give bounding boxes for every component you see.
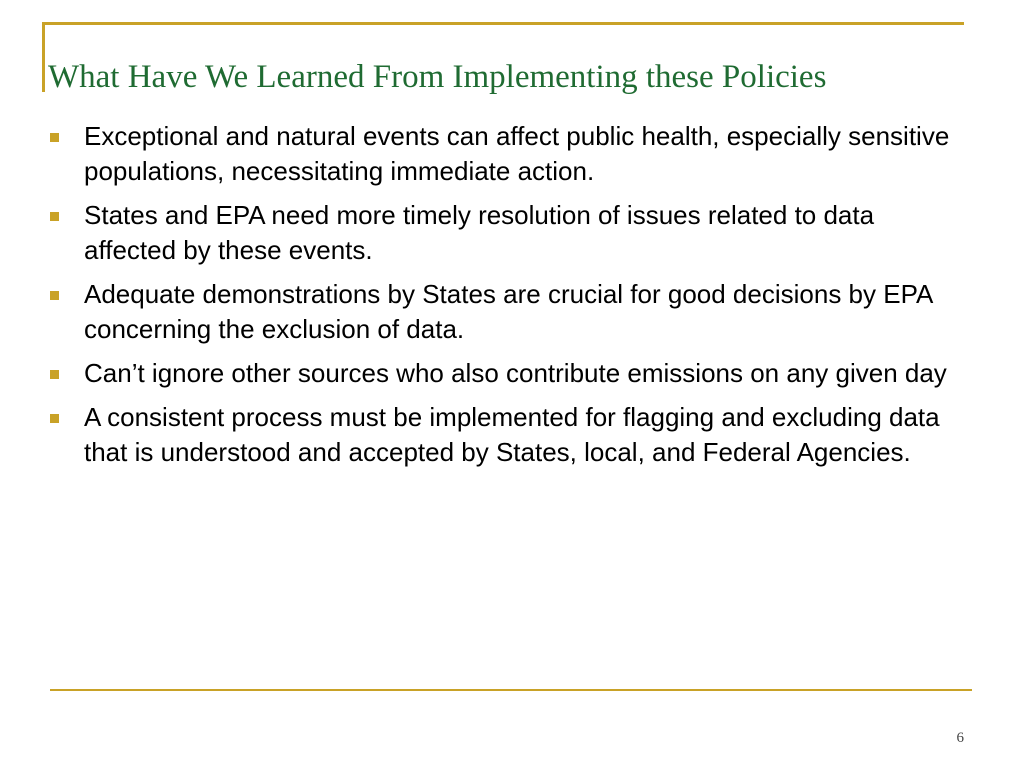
bullet-text: Can’t ignore other sources who also contribute emissions on any given day <box>84 358 947 388</box>
title-frame-left-rule <box>42 22 45 92</box>
slide-title: What Have We Learned From Implementing these Policies <box>48 59 827 95</box>
square-bullet-icon <box>50 212 59 221</box>
title-frame-top-rule <box>42 22 964 25</box>
square-bullet-icon <box>50 414 59 423</box>
bullet-list <box>48 119 968 479</box>
square-bullet-icon <box>50 291 59 300</box>
bullet-item <box>48 400 968 470</box>
bullet-text: States and EPA need more timely resolution of issues related to data affected by these events. <box>84 200 875 265</box>
bullet-item <box>48 277 968 347</box>
bullet-item <box>48 198 968 268</box>
bullet-text: A consistent process must be implemented for flagging and excluding data that is understood and accepted by States, local, and Federal Agencies. <box>84 402 940 467</box>
bullet-item <box>48 119 968 189</box>
bullet-text: Adequate demonstrations by States are crucial for good decisions by EPA concerning the exclusion of data. <box>84 279 932 344</box>
page-number: 6 <box>956 730 964 746</box>
square-bullet-icon <box>50 133 59 142</box>
bullet-text: Exceptional and natural events can affect public health, especially sensitive populations, necessitating immediate action. <box>84 121 950 186</box>
square-bullet-icon <box>50 370 59 379</box>
footer-rule <box>50 689 972 691</box>
bullet-item <box>48 356 968 391</box>
